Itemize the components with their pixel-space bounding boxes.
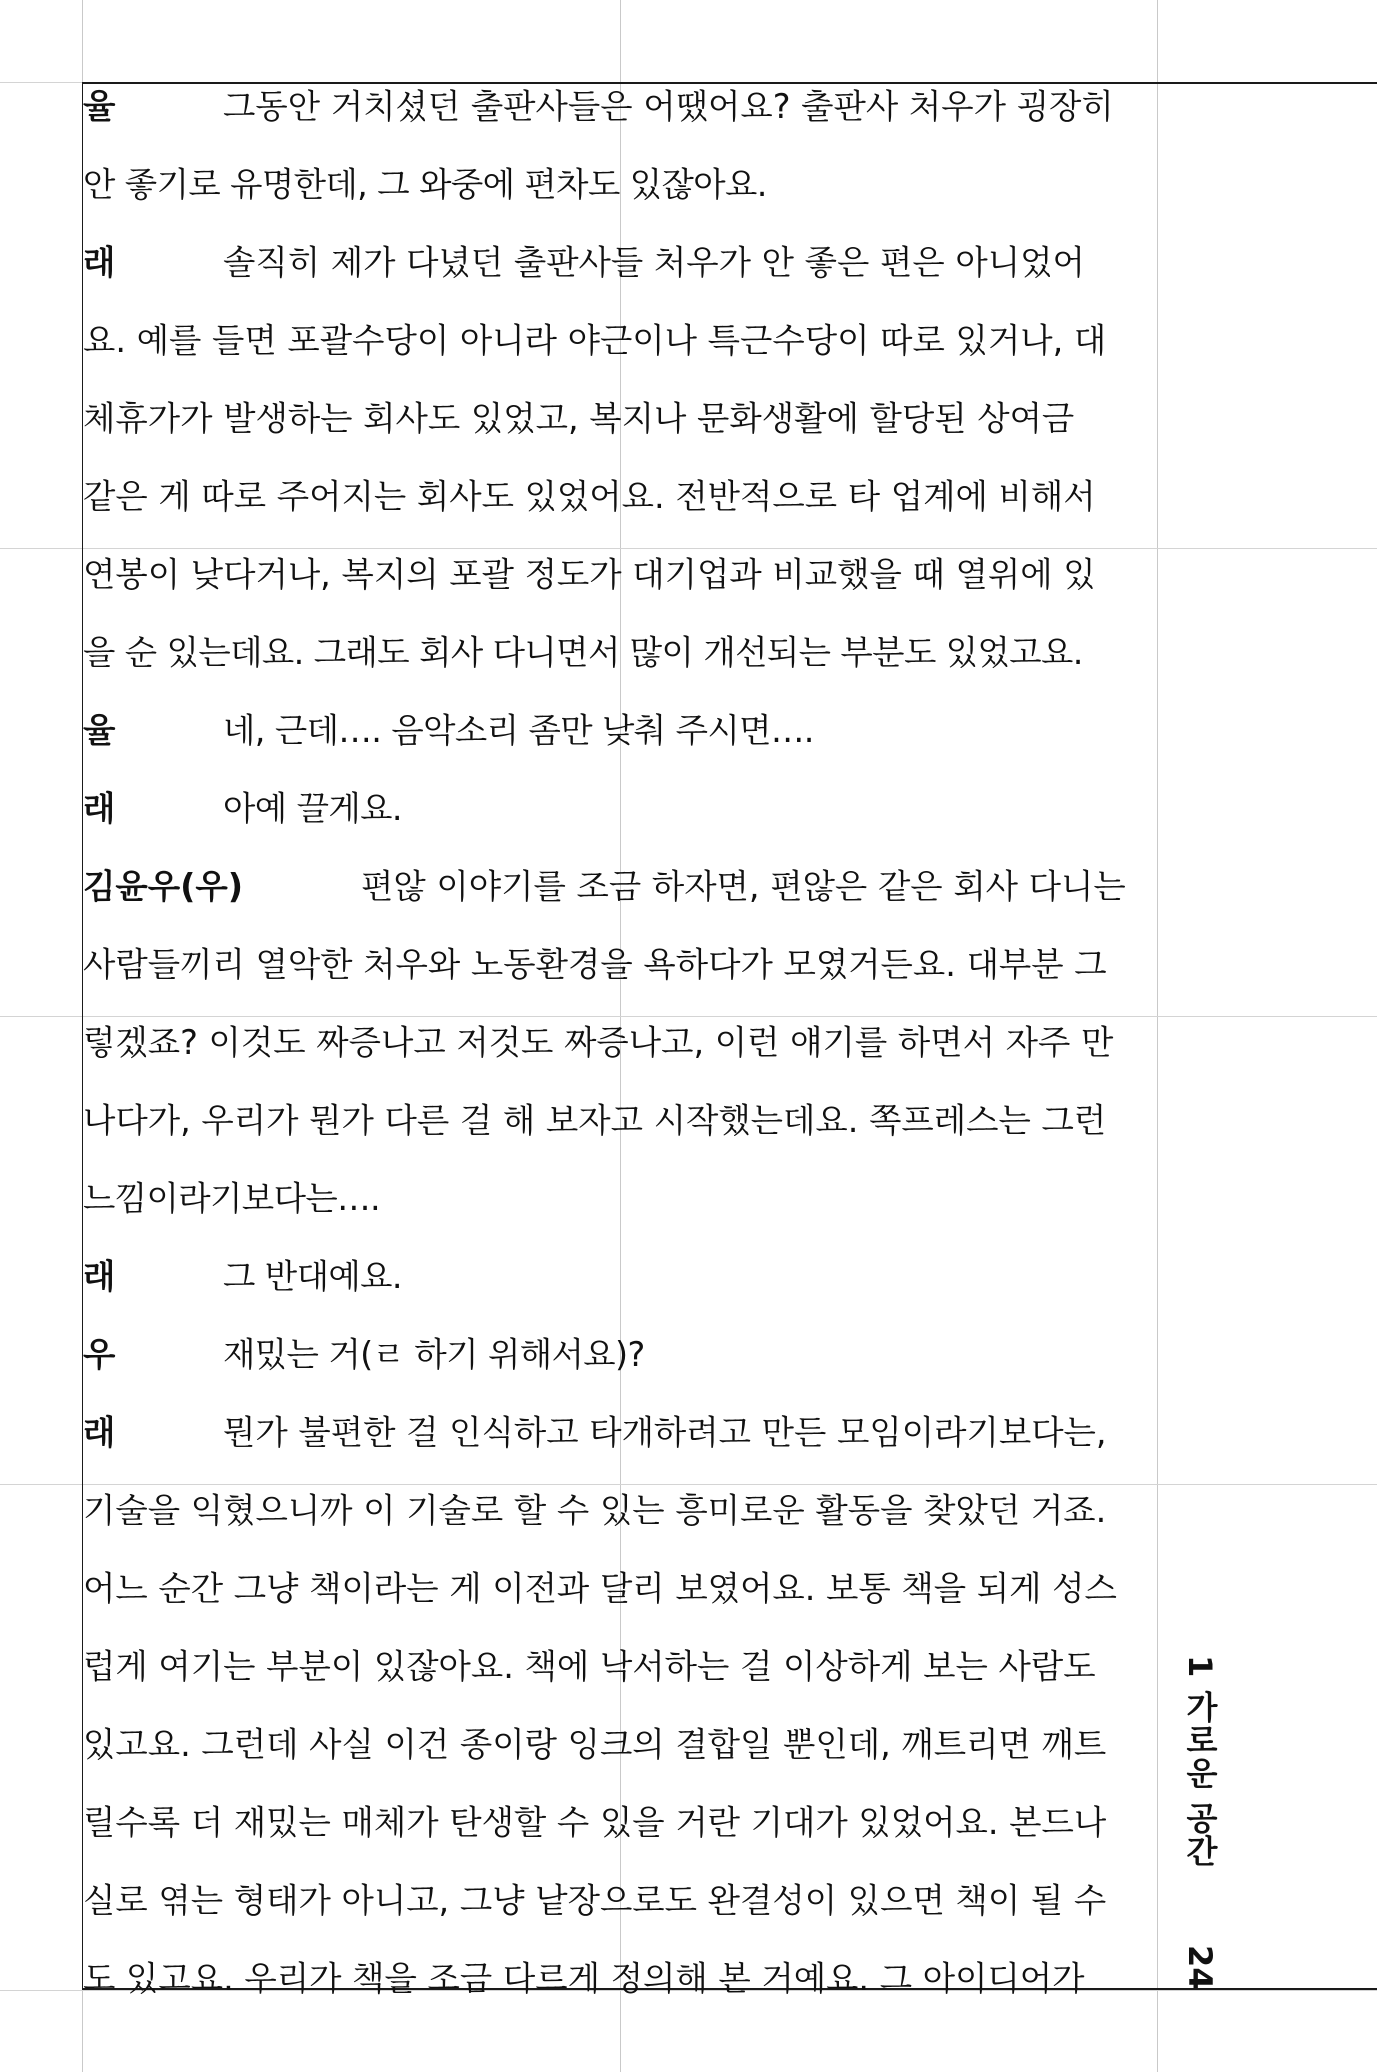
line-text: 요. 예를 들면 포괄수당이 아니라 야근이나 특근수당이 따로 있거나, 대 bbox=[83, 321, 1107, 360]
speaker-label: 래 bbox=[83, 1413, 116, 1452]
section-title: 1 가로운 공간 bbox=[1181, 1655, 1219, 1868]
line-text: 사람들끼리 열악한 처우와 노동환경을 욕하다가 모였거든요. 대부분 그 bbox=[83, 945, 1107, 984]
text-line bbox=[83, 68, 1155, 146]
text-line bbox=[83, 614, 1155, 692]
line-text: 체휴가가 발생하는 회사도 있었고, 복지나 문화생활에 할당된 상여금 bbox=[83, 399, 1075, 438]
text-line bbox=[83, 770, 1155, 848]
interview-text-block bbox=[83, 68, 1155, 2018]
line-text: 렇겠죠? 이것도 짜증나고 저것도 짜증나고, 이런 얘기를 하면서 자주 만 bbox=[83, 1023, 1114, 1062]
line-text: 그 반대예요. bbox=[223, 1257, 402, 1296]
text-line bbox=[83, 380, 1155, 458]
line-text: 편않 이야기를 조금 하자면, 편않은 같은 회사 다니는 bbox=[361, 867, 1126, 906]
text-line bbox=[83, 1940, 1155, 2018]
text-line bbox=[83, 848, 1155, 926]
line-text: 기술을 익혔으니까 이 기술로 할 수 있는 흥미로운 활동을 찾았던 거죠. bbox=[83, 1491, 1107, 1530]
text-line bbox=[83, 1862, 1155, 1940]
text-line bbox=[83, 146, 1155, 224]
page-number: 24 bbox=[1181, 1945, 1219, 1990]
line-text: 연봉이 낮다거나, 복지의 포괄 정도가 대기업과 비교했을 때 열위에 있 bbox=[83, 555, 1096, 594]
text-line bbox=[83, 536, 1155, 614]
line-text: 솔직히 제가 다녔던 출판사들 처우가 안 좋은 편은 아니었어 bbox=[223, 243, 1085, 282]
running-footer bbox=[1180, 1655, 1240, 2015]
speaker-label: 래 bbox=[83, 789, 116, 828]
line-text: 네, 근데…. 음악소리 좀만 낮춰 주시면…. bbox=[223, 711, 814, 750]
line-text: 도 있고요. 우리가 책을 조금 다르게 정의해 본 거예요. 그 아이디어가 bbox=[83, 1959, 1085, 1998]
text-line bbox=[83, 1628, 1155, 1706]
text-line bbox=[83, 1550, 1155, 1628]
line-text: 재밌는 거(ㄹ 하기 위해서요)? bbox=[223, 1335, 645, 1374]
speaker-label: 래 bbox=[83, 1257, 116, 1296]
line-text: 그동안 거치셨던 출판사들은 어땠어요? 출판사 처우가 굉장히 bbox=[223, 87, 1114, 126]
speaker-label: 우 bbox=[83, 1335, 116, 1374]
line-text: 을 순 있는데요. 그래도 회사 다니면서 많이 개선되는 부분도 있었고요. bbox=[83, 633, 1083, 672]
speaker-label: 율 bbox=[83, 711, 116, 750]
line-text: 어느 순간 그냥 책이라는 게 이전과 달리 보였어요. 보통 책을 되게 성스 bbox=[83, 1569, 1117, 1608]
line-text: 안 좋기로 유명한데, 그 와중에 편차도 있잖아요. bbox=[83, 165, 767, 204]
text-line bbox=[83, 458, 1155, 536]
line-text: 같은 게 따로 주어지는 회사도 있었어요. 전반적으로 타 업계에 비해서 bbox=[83, 477, 1096, 516]
text-line bbox=[83, 1706, 1155, 1784]
text-line bbox=[83, 1784, 1155, 1862]
text-line bbox=[83, 224, 1155, 302]
speaker-label: 래 bbox=[83, 243, 116, 282]
text-line bbox=[83, 1394, 1155, 1472]
line-text: 릴수록 더 재밌는 매체가 탄생할 수 있을 거란 기대가 있었어요. 본드나 bbox=[83, 1803, 1107, 1842]
speaker-label: 김윤우(우) bbox=[83, 867, 244, 906]
text-line bbox=[83, 1238, 1155, 1316]
text-line bbox=[83, 1160, 1155, 1238]
text-line bbox=[83, 302, 1155, 380]
text-line bbox=[83, 1004, 1155, 1082]
line-text: 럽게 여기는 부분이 있잖아요. 책에 낙서하는 걸 이상하게 보는 사람도 bbox=[83, 1647, 1096, 1686]
text-line bbox=[83, 926, 1155, 1004]
line-text: 아예 끌게요. bbox=[223, 789, 402, 828]
text-line bbox=[83, 1316, 1155, 1394]
line-text: 나다가, 우리가 뭔가 다른 걸 해 보자고 시작했는데요. 쪽프레스는 그런 bbox=[83, 1101, 1107, 1140]
grid-guide-vertical bbox=[1157, 0, 1158, 2072]
text-line bbox=[83, 692, 1155, 770]
line-text: 느낌이라기보다는…. bbox=[83, 1179, 381, 1218]
line-text: 있고요. 그런데 사실 이건 종이랑 잉크의 결합일 뿐인데, 깨트리면 깨트 bbox=[83, 1725, 1107, 1764]
line-text: 뭔가 불편한 걸 인식하고 타개하려고 만든 모임이라기보다는, bbox=[223, 1413, 1107, 1452]
text-line bbox=[83, 1472, 1155, 1550]
speaker-label: 율 bbox=[83, 87, 116, 126]
text-line bbox=[83, 1082, 1155, 1160]
line-text: 실로 엮는 형태가 아니고, 그냥 낱장으로도 완결성이 있으면 책이 될 수 bbox=[83, 1881, 1107, 1920]
